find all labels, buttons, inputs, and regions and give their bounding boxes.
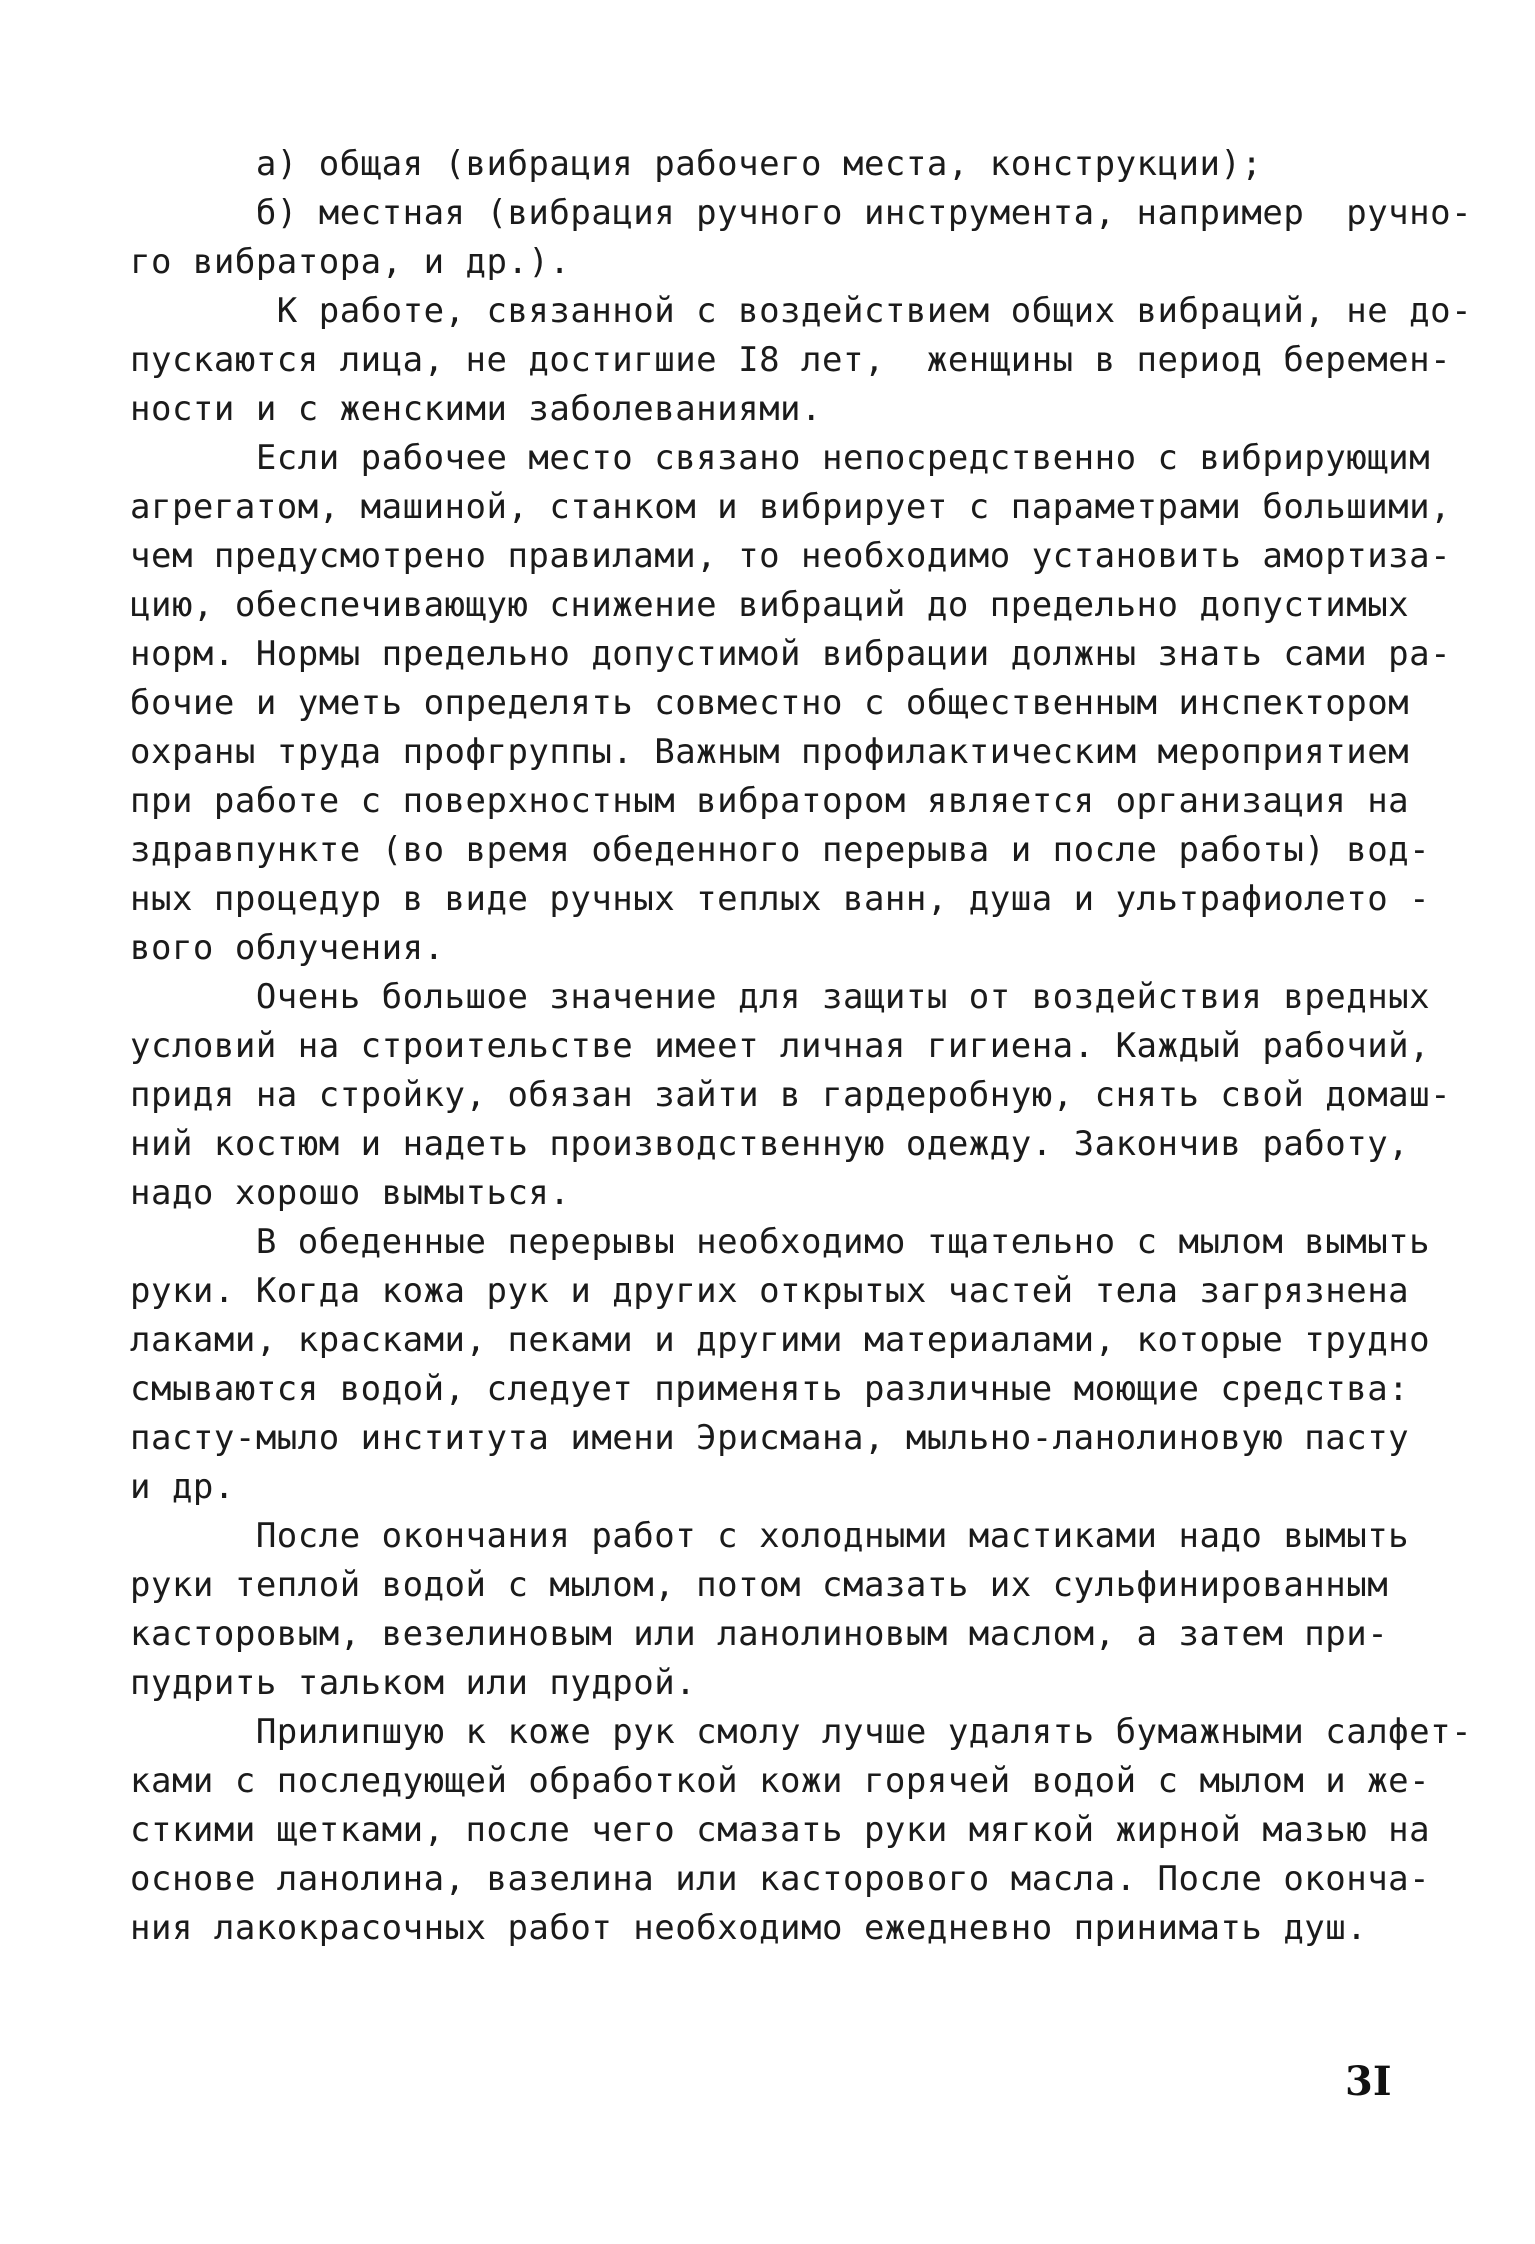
text-line: основе ланолина, вазелина или касторового масла. После оконча-: [130, 1859, 1431, 1899]
text-line: б) местная (вибрация ручного инструмента, например ручно-: [130, 193, 1473, 233]
text-line: условий на строительстве имеет личная гигиена. Каждый рабочий,: [130, 1026, 1431, 1066]
text-line: ности и с женскими заболеваниями.: [130, 389, 823, 429]
text-line: ний костюм и надеть производственную одежду. Закончив работу,: [130, 1124, 1410, 1164]
text-line: бочие и уметь определять совместно с общественным инспектором: [130, 683, 1410, 723]
text-line: надо хорошо вымыться.: [130, 1173, 571, 1213]
text-line: го вибратора, и др.).: [130, 242, 571, 282]
text-line: норм. Нормы предельно допустимой вибрации должны знать сами ра-: [130, 634, 1452, 674]
text-line: руки теплой водой с мылом, потом смазать их сульфинированным: [130, 1565, 1389, 1605]
text-line: ками с последующей обработкой кожи горячей водой с мылом и же-: [130, 1761, 1431, 1801]
text-line: Прилипшую к коже рук смолу лучше удалять бумажными салфет-: [130, 1712, 1473, 1752]
text-line: придя на стройку, обязан зайти в гардеробную, снять свой домаш-: [130, 1075, 1452, 1115]
text-line: К работе, связанной с воздействием общих вибраций, не до-: [130, 291, 1473, 331]
text-line: здравпункте (во время обеденного перерыва и после работы) вод-: [130, 830, 1431, 870]
text-line: агрегатом, машиной, станком и вибрирует с параметрами большими,: [130, 487, 1452, 527]
text-line: Очень большое значение для защиты от воздействия вредных: [130, 977, 1431, 1017]
text-line: Если рабочее место связано непосредственно с вибрирующим: [130, 438, 1431, 478]
text-line: и др.: [130, 1467, 235, 1507]
text-line: лаками, красками, пеками и другими материалами, которые трудно: [130, 1320, 1431, 1360]
text-line: пудрить тальком или пудрой.: [130, 1663, 697, 1703]
text-line: смываются водой, следует применять различные моющие средства:: [130, 1369, 1410, 1409]
text-line: чем предусмотрено правилами, то необходимо установить амортиза-: [130, 536, 1452, 576]
text-line: В обеденные перерывы необходимо тщательно с мылом вымыть: [130, 1222, 1431, 1262]
text-line: ния лакокрасочных работ необходимо ежедневно принимать душ.: [130, 1908, 1368, 1948]
text-line: при работе с поверхностным вибратором является организация на: [130, 781, 1410, 821]
text-line: пускаются лица, не достигшие I8 лет, женщины в период беремен-: [130, 340, 1452, 380]
text-line: пасту-мыло института имени Эрисмана, мыльно-ланолиновую пасту: [130, 1418, 1410, 1458]
text-line: руки. Когда кожа рук и других открытых частей тела загрязнена: [130, 1271, 1410, 1311]
body-text: [130, 140, 1473, 1953]
text-line: вого облучения.: [130, 928, 445, 968]
page-number: 3I: [1345, 2058, 1392, 2105]
text-line: ных процедур в виде ручных теплых ванн, душа и ультрафиолето -: [130, 879, 1431, 919]
text-line: охраны труда профгруппы. Важным профилактическим мероприятием: [130, 732, 1410, 772]
text-line: а) общая (вибрация рабочего места, конструкции);: [130, 144, 1263, 184]
text-line: цию, обеспечивающую снижение вибраций до предельно допустимых: [130, 585, 1410, 625]
text-line: сткими щетками, после чего смазать руки мягкой жирной мазью на: [130, 1810, 1431, 1850]
text-line: После окончания работ с холодными мастиками надо вымыть: [130, 1516, 1410, 1556]
text-line: касторовым, везелиновым или ланолиновым маслом, а затем при-: [130, 1614, 1389, 1654]
